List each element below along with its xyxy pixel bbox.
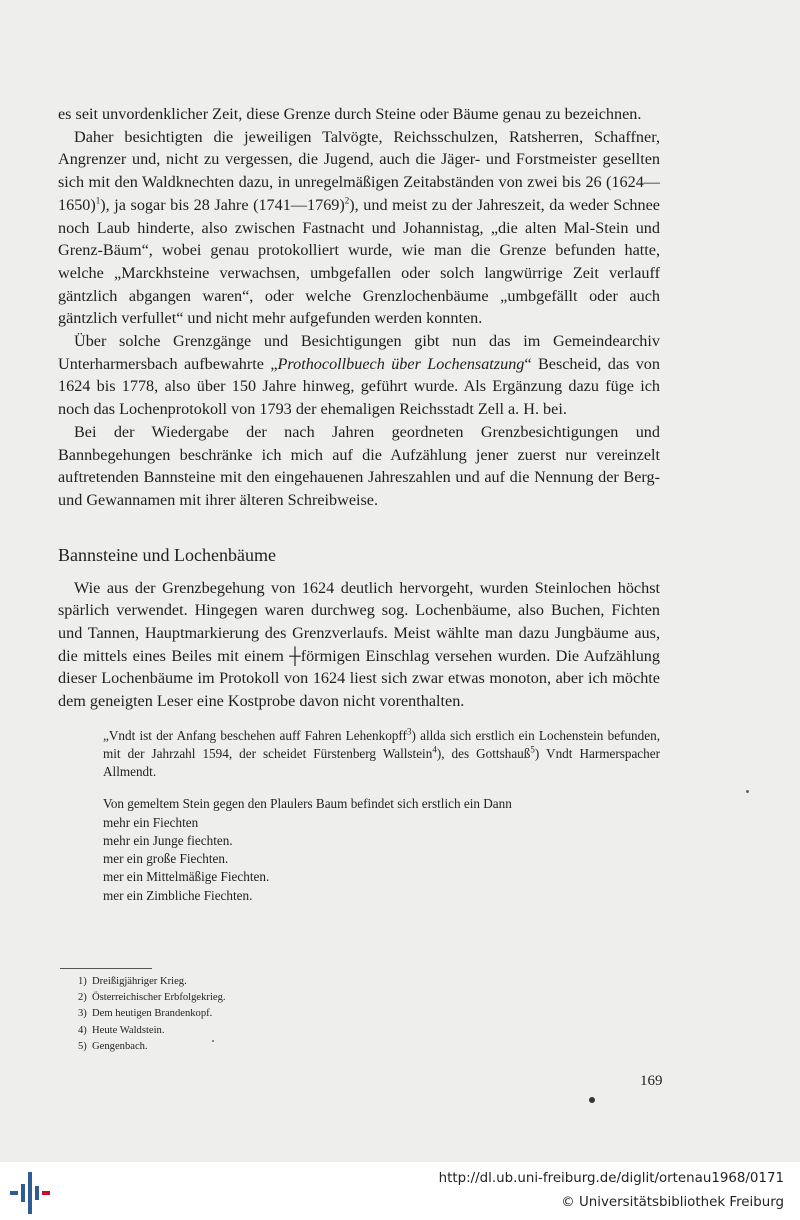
viewer-footer xyxy=(0,1162,800,1220)
footnote: 2) Österreichischer Erbfolgekrieg. xyxy=(78,992,226,1004)
list-item: Von gemeltem Stein gegen den Plaulers Baum befindet sich erstlich ein Dann xyxy=(103,796,512,812)
footnote-ref-2: 2 xyxy=(344,195,350,206)
page-number: 169 xyxy=(640,1073,663,1089)
footnote-ref-1: 1 xyxy=(95,195,101,206)
paragraph-4: Bei der Wiedergabe der nach Jahren geordneten Grenzbesichtigungen und Bannbegehungen beschränke ich mich auf die Aufzählung jener zuerst nur vereinzelt auftretenden Bannsteine mit den eingehauenen Jahreszahlen und auf die Nennung der Berg- und Gewannamen mit ihrer älteren Schreibweise. xyxy=(58,422,660,509)
list-item: mehr ein Junge fiechten. xyxy=(103,832,233,848)
footnote-ref-4: 4 xyxy=(432,744,437,755)
paragraph-2: Daher besichtigten die jeweiligen Talvögte, Reichsschulzen, Ratsherren, Schaffner, Angrenzer und, nicht zu vergessen, die Jugend, auch die Jäger- und Forstmeister gesellten sich mit den Waldknechten dazu, in unregelmäßigen Zeitabständen von zwei bis 26 (1624—1650)$^1$), ja sogar bis 28 Jahre (1741—1769)$^2$), und meist zu der Jahreszeit, da weder Schnee noch Laub hinderte, also zwischen Fastnacht und Johannistag, „die alten Mal-Stein und Grenz-Bäum“, wobei genau protokolliert wurde, wie man die Grenze befunden hatte, welche „Marckhsteine verwachsen, umbgefallen oder solch langwürrige Zeit verlauff gäntzlich abgangen waren“, oder welche Grenzlochenbäume „umbgefällt oder auch gäntzlich verfullet“ und nicht mehr aufgefunden werden konnten. xyxy=(58,127,660,328)
footnote: 1) Dreißigjähriger Krieg. xyxy=(78,976,187,987)
list-item: mehr ein Fiechten xyxy=(103,814,199,830)
footnote: 4) Heute Waldstein. xyxy=(78,1024,165,1036)
list-item: mer ein Mittelmäßige Fiechten. xyxy=(103,869,270,885)
scan-speck xyxy=(746,790,749,793)
scan-speck xyxy=(589,1097,595,1103)
section-heading: Bannsteine und Lochenbäume xyxy=(58,544,276,565)
protocol-quote xyxy=(103,727,660,905)
section-paragraph: Wie aus der Grenzbegehung von 1624 deutlich hervorgeht, wurden Steinlochen höchst spärlich verwendet. Hingegen waren durchweg sog. Lochenbäume, also Buchen, Fichten und Tannen, Hauptmarkierung des Grenzverlaufs. Meist wählte man dazu Jungbäume aus, die mittels eines Beiles mit einem ┼förmigen Einschlag versehen wurden. Die Aufzählung dieser Lochenbäume im Protokoll von 1624 liest sich zwar etwas monoton, aber ich möchte dem geneigten Leser eine Kostprobe davon nicht vorenthalten. xyxy=(58,578,660,711)
book-title: Prothocollbuech über Lochensatzung xyxy=(277,354,525,373)
footnote-ref-3: 3 xyxy=(406,726,412,737)
permalink-url[interactable]: http://dl.ub.uni-freiburg.de/diglit/ortenau1968/0171 xyxy=(438,1171,784,1186)
copyright-notice: © Universitätsbibliothek Freiburg xyxy=(561,1195,784,1210)
paragraph-3: Über solche Grenzgänge und Besichtigungen gibt nun das im Gemeindearchiv Unterharmersbach aufbewahrte „Prothocollbuech über Lochensatzung“ Bescheid, das von 1624 bis 1778, also über 150 Jahre hinweg, geführt wurde. Als Ergänzung dazu füge ich noch das Lochenprotokoll von 1793 der ehemaligen Reichsstadt Zell a. H. bei. xyxy=(58,332,660,419)
footnote: 3) Dem heutigen Brandenkopf. xyxy=(78,1008,213,1020)
footnote-ref-5: 5 xyxy=(530,744,535,755)
paragraph-1: es seit unvordenklicher Zeit, diese Grenze durch Steine oder Bäume genau zu bezeichnen. xyxy=(58,105,642,123)
footnotes xyxy=(78,974,226,1055)
scan-speck xyxy=(212,1040,214,1042)
tree-list xyxy=(103,795,660,904)
list-item: mer ein Zimbliche Fiechten. xyxy=(103,887,253,903)
page-content xyxy=(58,103,660,905)
footnote-divider xyxy=(60,968,152,969)
ub-freiburg-logo-icon[interactable] xyxy=(10,1170,50,1214)
list-item: mer ein große Fiechten. xyxy=(103,851,229,867)
quote-paragraph: „Vndt ist der Anfang beschehen auff Fahren Lehenkopff$^3$) allda sich erstlich ein Lochenstein befunden, mit der Jahrzahl 1594, der scheidet Fürstenberg Wallstein$^4$), des Gottshauß$^5$) Vndt Harmerspacher Allmendt. xyxy=(103,726,660,780)
footnote: 5) Gengenbach. xyxy=(78,1040,148,1052)
